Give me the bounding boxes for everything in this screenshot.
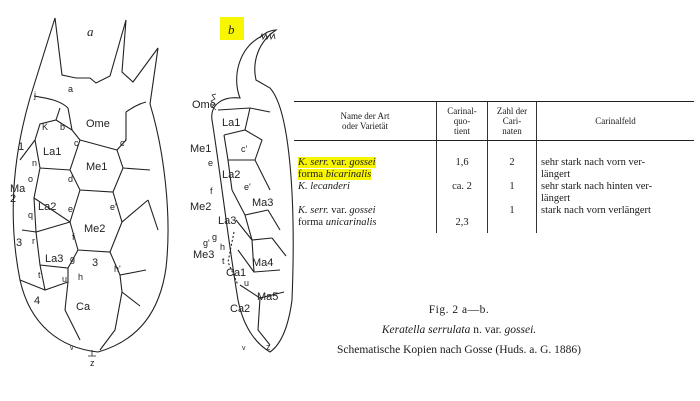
label-a-e-prime: e' [110, 202, 117, 212]
label-b-t: t [222, 256, 225, 266]
cell-quotient [437, 205, 488, 233]
forma-name: unicarinalis [325, 217, 377, 228]
panel-b-letter: b [228, 22, 235, 37]
label-a-o: o [28, 174, 34, 184]
species-name: K. serr. [298, 157, 329, 168]
cell-count: 2 [488, 141, 537, 182]
label-b-me3: Me3 [193, 249, 215, 261]
label-b-e-prime: e' [244, 182, 251, 192]
species-table [294, 101, 694, 233]
label-b-la3: La3 [218, 215, 237, 227]
label-b-f: f [210, 186, 213, 196]
caption-source: Schematische Kopien nach Gosse (Huds. a. G. 1886) [337, 344, 581, 356]
label-b-ma5: Ma5 [257, 291, 279, 303]
label-a-v: v [70, 345, 74, 352]
header-name-line2: oder Varietät [341, 121, 389, 131]
table-row [294, 181, 694, 205]
header-count-line3: naten [502, 126, 522, 136]
cell-name [294, 205, 437, 233]
field-line1: stark nach vorn verlängert [541, 205, 651, 216]
label-a-la1: La1 [43, 146, 62, 158]
label-b-z: z [266, 342, 271, 352]
figure-caption [294, 300, 624, 360]
label-b-ma4: Ma4 [252, 257, 274, 269]
label-a-me1: Me1 [86, 161, 108, 173]
cell-count: 1 [488, 205, 537, 233]
cell-field [537, 205, 695, 233]
header-quotient-line2: quo- [453, 116, 471, 126]
label-a-2: 2 [10, 193, 17, 205]
species-name: K. serr. [298, 205, 329, 216]
panel-a-letter: a [87, 24, 94, 39]
field-line1: sehr stark nach hinten ver- [541, 181, 653, 192]
highlighted-name [298, 157, 376, 180]
label-a-n: n [32, 158, 38, 168]
label-a-ma: Ma [10, 183, 26, 195]
cell-field [537, 181, 695, 205]
forma-name: bicarinalis [325, 169, 372, 180]
cell-field [537, 141, 695, 182]
label-a-h: h [78, 272, 84, 282]
label-a-d: d [68, 174, 74, 184]
label-a-u: u [62, 274, 68, 284]
field-line1: sehr stark nach vorn ver- [541, 157, 646, 168]
header-name-line1: Name der Art [340, 111, 390, 121]
label-a-q: q [28, 210, 34, 220]
label-a-t: t [38, 270, 41, 280]
label-b-c-prime: c' [241, 144, 248, 154]
label-a-f: f [72, 232, 75, 242]
header-count-line2: Cari- [502, 116, 522, 126]
quotient-value: 2,3 [455, 217, 469, 228]
label-b-v: v [242, 345, 246, 352]
forma-word: forma [298, 169, 326, 180]
label-a-k: K [42, 122, 49, 132]
label-b-me2: Me2 [190, 201, 212, 213]
table-header-row [294, 102, 694, 141]
cell-count: 1 [488, 181, 537, 205]
label-a-c: c [74, 138, 79, 148]
header-count-line1: Zahl der [496, 106, 528, 116]
panel-a-labels [10, 84, 127, 368]
label-a-3: 3 [16, 237, 23, 249]
species-table-container [294, 101, 694, 233]
label-a-b: b [60, 122, 66, 132]
header-quotient-line1: Carinal- [447, 106, 477, 116]
figure-b-drawing [211, 30, 293, 352]
label-b-g: g [212, 232, 218, 242]
field-line2: längert [541, 193, 571, 204]
species-name: K. lecanderi [298, 181, 350, 192]
label-a-la2: La2 [38, 201, 57, 213]
label-b-la1: La1 [222, 117, 241, 129]
header-count [488, 102, 537, 141]
label-b-la2: La2 [222, 169, 241, 181]
variety-name: gossei [349, 157, 376, 168]
label-b-g-prime: g' [203, 238, 210, 248]
label-a-me2: Me2 [84, 223, 106, 235]
header-field: Carinalfeld [537, 102, 695, 141]
label-a-g: g [70, 254, 76, 264]
label-b-ma3: Ma3 [252, 197, 274, 209]
label-a-r: r [32, 236, 35, 246]
label-b-u: u [244, 278, 250, 288]
label-a-j: j [34, 90, 36, 100]
table-row [294, 205, 694, 233]
variety-name: gossei [349, 205, 376, 216]
label-b-e: e [208, 158, 214, 168]
label-a-ome: Ome [86, 118, 110, 130]
label-b-ca1: Ca1 [226, 267, 247, 279]
forma-word: forma [298, 217, 326, 228]
field-line2: längert [541, 169, 571, 180]
label-a-h-prime: h' [114, 264, 121, 274]
caption-variety: gossei. [504, 324, 537, 336]
caption-species: Keratella serrulata [381, 324, 471, 336]
label-a-4: 4 [34, 295, 41, 307]
label-a-c-prime: c' [120, 138, 127, 148]
label-a-la3: La3 [45, 253, 64, 265]
label-b-ca2: Ca2 [230, 303, 251, 315]
var-word: var. [328, 157, 350, 168]
header-name [294, 102, 437, 141]
label-a-ca: Ca [76, 301, 91, 313]
cell-quotient: ca. 2 [437, 181, 488, 205]
label-b-ome: Ome [192, 99, 216, 111]
cell-name [294, 181, 437, 205]
panel-b-labels [190, 99, 278, 352]
var-word: var. [328, 205, 350, 216]
table-row [294, 141, 694, 182]
caption-var-word: n. var. [470, 324, 505, 336]
label-a-e: e [68, 204, 74, 214]
label-a-z: z [90, 358, 95, 368]
label-b-h: h [220, 242, 226, 252]
header-quotient [437, 102, 488, 141]
label-a-3b: 3 [92, 257, 99, 269]
header-quotient-line3: tient [454, 126, 470, 136]
label-a-a: a [68, 84, 74, 94]
caption-title [294, 320, 624, 340]
cell-name [294, 141, 437, 182]
cell-quotient: 1,6 [437, 141, 488, 182]
label-b-me1: Me1 [190, 143, 212, 155]
label-a-1: 1 [18, 141, 25, 153]
caption-figure-number: Fig. 2 a—b. [428, 304, 490, 316]
